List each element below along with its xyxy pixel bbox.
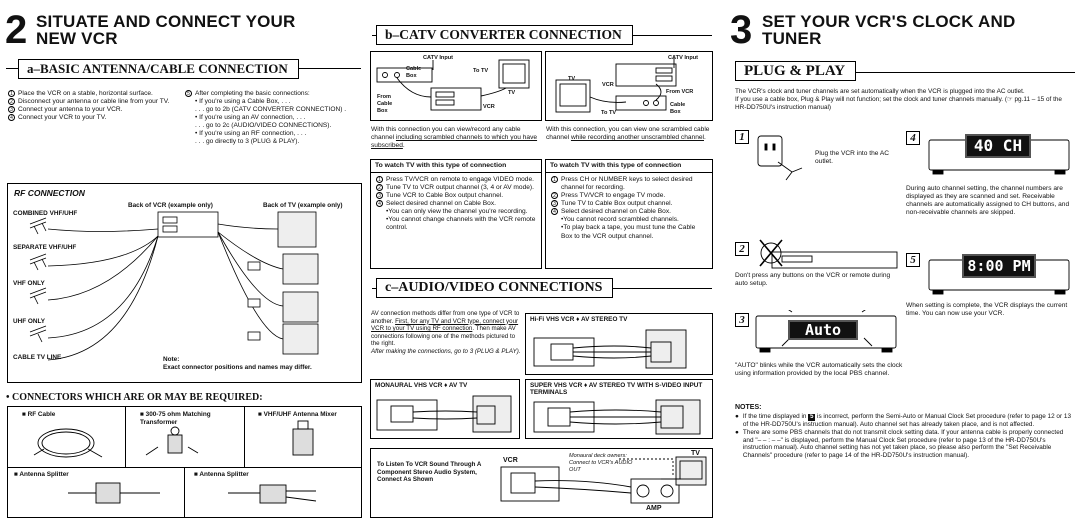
catv-banner: b–CATV CONVERTER CONNECTION [376, 25, 633, 45]
step-1-text: Plug the VCR into the AC outlet. [815, 150, 890, 166]
rf-row-label: UHF ONLY [13, 318, 46, 325]
section-3-title-line1: SET YOUR VCR'S CLOCK AND [762, 12, 1016, 31]
catv-desc-2: With this connection, you can view one scrambled cable channel while recording another unscrambled channel. [546, 126, 710, 142]
after-basic-list: 5 After completing the basic connections: • If you're using a Cable Box, . . . . . . go to 2b (CATV CONVERTER CONNECTION) . • If you're using an AV connection, . . . . . . go to 2c (AUDIO/VIDEO CONNECTIONS). • If you're using an RF connection, . . . . . . go directly to 3 (PLUG & PLAY). [185, 90, 360, 146]
catv-diagram-1 [370, 51, 542, 121]
cable-box-label: Cable Box [406, 66, 422, 79]
section-3-number: 3 [730, 8, 753, 52]
vcr-label: VCR [503, 457, 518, 464]
listen-text: To Listen To VCR Sound Through A Component Stereo Audio System, Connect As Shown [377, 461, 482, 484]
catv-desc-1: With this connection you can view/record any cable channel including scrambled channels to which you have subscribed. [371, 126, 538, 150]
step-5-text: When setting is complete, the VCR displays the current time. You can now use your VCR. [906, 302, 1068, 318]
connector-label: ■ Antenna Splitter [14, 471, 69, 478]
list-item: •You can only view the channel you're recording. [386, 208, 528, 216]
plug-play-banner: PLUG & PLAY [735, 61, 856, 81]
list-item: ● There are some PBS channels that do not transmit clock setting data. If your antenna cable is properly connected and "– – : – –" is displayed, perform the Manual Clock Set procedure (refer to page 13 of the HR-DD750U's instruction manual). Auto channel setting has not yet taken place, so please also perform the "Set Receivable Channels" procedure (refer to page 14 of the HR-DD750U's instruction manual). [735, 428, 1064, 460]
basic-connection-banner: a–BASIC ANTENNA/CABLE CONNECTION [18, 59, 299, 79]
section-2-number: 2 [5, 8, 28, 52]
catv-watch-box-2 [545, 159, 713, 269]
rf-row-label: COMBINED VHF/UHF [13, 210, 78, 217]
list-item: 1 Press CH or NUMBER keys to select desired channel for recording. [551, 176, 707, 192]
from-vcr-label: From VCR [666, 89, 694, 95]
section-2-title [36, 13, 296, 47]
watch-box-title: To watch TV with this type of connection [546, 160, 712, 173]
list-item: 3 Connect your antenna to your VCR. [8, 106, 178, 114]
from-cable-box-label: From Cable Box [377, 94, 393, 114]
channel-lcd-display: 40 CH [965, 134, 1031, 158]
step-2-text: Don't press any buttons on the VCR or remote during auto setup. [735, 272, 891, 288]
rf-row-label: SEPARATE VHF/UHF [13, 244, 77, 251]
connector-label: ■ 300-75 ohm Matching Transformer [140, 411, 211, 426]
list-item: 1 Place the VCR on a stable, horizontal surface. [8, 90, 178, 98]
cable-box-label: Cable Box [670, 102, 686, 115]
mono-diagram [370, 379, 520, 439]
catv-watch-box-1 [370, 159, 542, 269]
list-item: •You cannot record scrambled channels. [561, 216, 679, 224]
step-2-badge: 2 [735, 242, 749, 256]
list-item: 4 Select desired channel on Cable Box. [551, 208, 707, 216]
list-item: 4 Select desired channel on Cable Box. [376, 200, 536, 208]
list-item: 3 Tune VCR to Cable Box output channel. [376, 192, 536, 200]
section-2-title-line1: SITUATE AND CONNECT YOUR [36, 12, 296, 31]
hifi-title: Hi-Fi VHS VCR ♦ AV STEREO TV [530, 316, 628, 323]
basic-steps-list [8, 90, 178, 122]
list-item: 4 Connect your VCR to your TV. [8, 114, 178, 122]
back-of-tv-label: Back of TV (example only) [263, 202, 343, 209]
rf-row-label: CABLE TV LINE [13, 354, 62, 361]
hifi-diagram [525, 313, 713, 375]
auto-lcd-display: Auto [788, 320, 858, 340]
connectors-box [7, 406, 362, 518]
catv-diagram-2 [545, 51, 713, 121]
connectors-heading: • CONNECTORS WHICH ARE OR MAY BE REQUIRED: [6, 392, 263, 403]
av-desc: AV connection methods differ from one type of VCR to another. First, for any TV and VCR type, connect your VCR to your TV using RF connection. Then make AV connections following one of the methods pictured to the right. After making the connections, go to 3 (PLUG & PLAY). [371, 310, 521, 355]
mono-note: Monaural deck owners: Connect to VCR's AUDIO OUT [569, 453, 633, 473]
step-5-badge: 5 [906, 253, 920, 267]
catv-input-label: CATV Input [423, 55, 454, 61]
list-item: 1 Press TV/VCR on remote to engage VIDEO mode. [376, 176, 536, 184]
tv-label: TV [568, 76, 576, 82]
connector-label: ■ RF Cable [22, 411, 56, 418]
section-3-title [762, 13, 1015, 47]
to-tv-label: To TV [473, 68, 489, 74]
list-item: 2 Tune TV to VCR output channel (3, 4 or AV mode). [376, 184, 536, 192]
super-vhs-diagram [525, 379, 713, 439]
tv-label: TV [508, 90, 516, 96]
plug-play-intro: The VCR's clock and tuner channels are set automatically when the VCR is plugged into the AC outlet. If you use a cable box, Plug & Play will not function; set the clock and tuner channels manually. (☞ pg.11 – 15 of the HR-DD750U's instruction manual) [735, 88, 1062, 111]
connector-label: ■ Antenna Splitter [194, 471, 249, 478]
rf-connection-box [7, 183, 362, 383]
step-4-text: During auto channel setting, the channel numbers are displayed as they are scanned and set. Receivable channels are automatically assigned to CH buttons, and non-receivable channels are skipped. [906, 185, 1070, 217]
list-item: ● If the time displayed in 5 is incorrect, perform the Semi-Auto or Manual Clock Set procedure (refer to page 12 or 13 of the HR-DD750U's instruction manual). Auto channel set has already taken place, and is not affected. [735, 413, 1071, 428]
section-2-title-line2: NEW VCR [36, 29, 118, 48]
rf-note-text: Exact connector positions and names may differ. [163, 364, 312, 371]
section-3-title-line2: TUNER [762, 29, 822, 48]
connectors-illustrations [8, 407, 361, 517]
list-item: •To play back a tape, you must tune the Cable Box to the VCR output channel. [561, 224, 696, 240]
mono-title: MONAURAL VHS VCR ♦ AV TV [375, 382, 468, 389]
super-title: SUPER VHS VCR ♦ AV STEREO TV WITH S-VIDEO INPUT TERMINALS [530, 382, 703, 397]
notes-list [735, 413, 1075, 460]
amp-label: AMP [646, 505, 662, 512]
rf-note-label: Note: [163, 356, 180, 363]
rf-row-label: VHF ONLY [13, 280, 45, 287]
clock-lcd-display: 8:00 PM [962, 254, 1036, 278]
ac-outlet-illustration [752, 132, 812, 182]
notes-title: NOTES: [735, 404, 762, 411]
step-3-badge: 3 [735, 313, 749, 327]
step-4-badge: 4 [906, 131, 920, 145]
list-item: 2 Disconnect your antenna or cable line from your TV. [8, 98, 178, 106]
list-item: 2 Press TV/VCR to engage TV mode. [551, 192, 707, 200]
to-tv-label: To TV [601, 110, 617, 116]
vcr-no-touch-illustration [752, 238, 902, 274]
vcr-label: VCR [602, 82, 614, 88]
tv-label: TV [691, 450, 700, 457]
stereo-system-diagram [370, 448, 713, 518]
step-3-text: "AUTO" blinks while the VCR automatically sets the clock using information provided by the local PBS channel. [735, 362, 903, 378]
watch-box-title: To watch TV with this type of connection [371, 160, 541, 173]
catv-input-label: CATV Input [668, 55, 699, 61]
av-banner: c–AUDIO/VIDEO CONNECTIONS [376, 278, 613, 298]
back-of-vcr-label: Back of VCR (example only) [128, 202, 213, 209]
step-1-badge: 1 [735, 130, 749, 144]
list-item: •You cannot change channels with the VCR remote control. [386, 216, 536, 232]
rf-connection-diagram [8, 184, 361, 382]
vcr-label: VCR [483, 104, 495, 110]
connector-label: ■ VHF/UHF Antenna Mixer [258, 411, 337, 418]
list-item: 3 Tune TV to Cable Box output channel. [551, 200, 707, 208]
rf-connection-title: RF CONNECTION [14, 188, 85, 198]
